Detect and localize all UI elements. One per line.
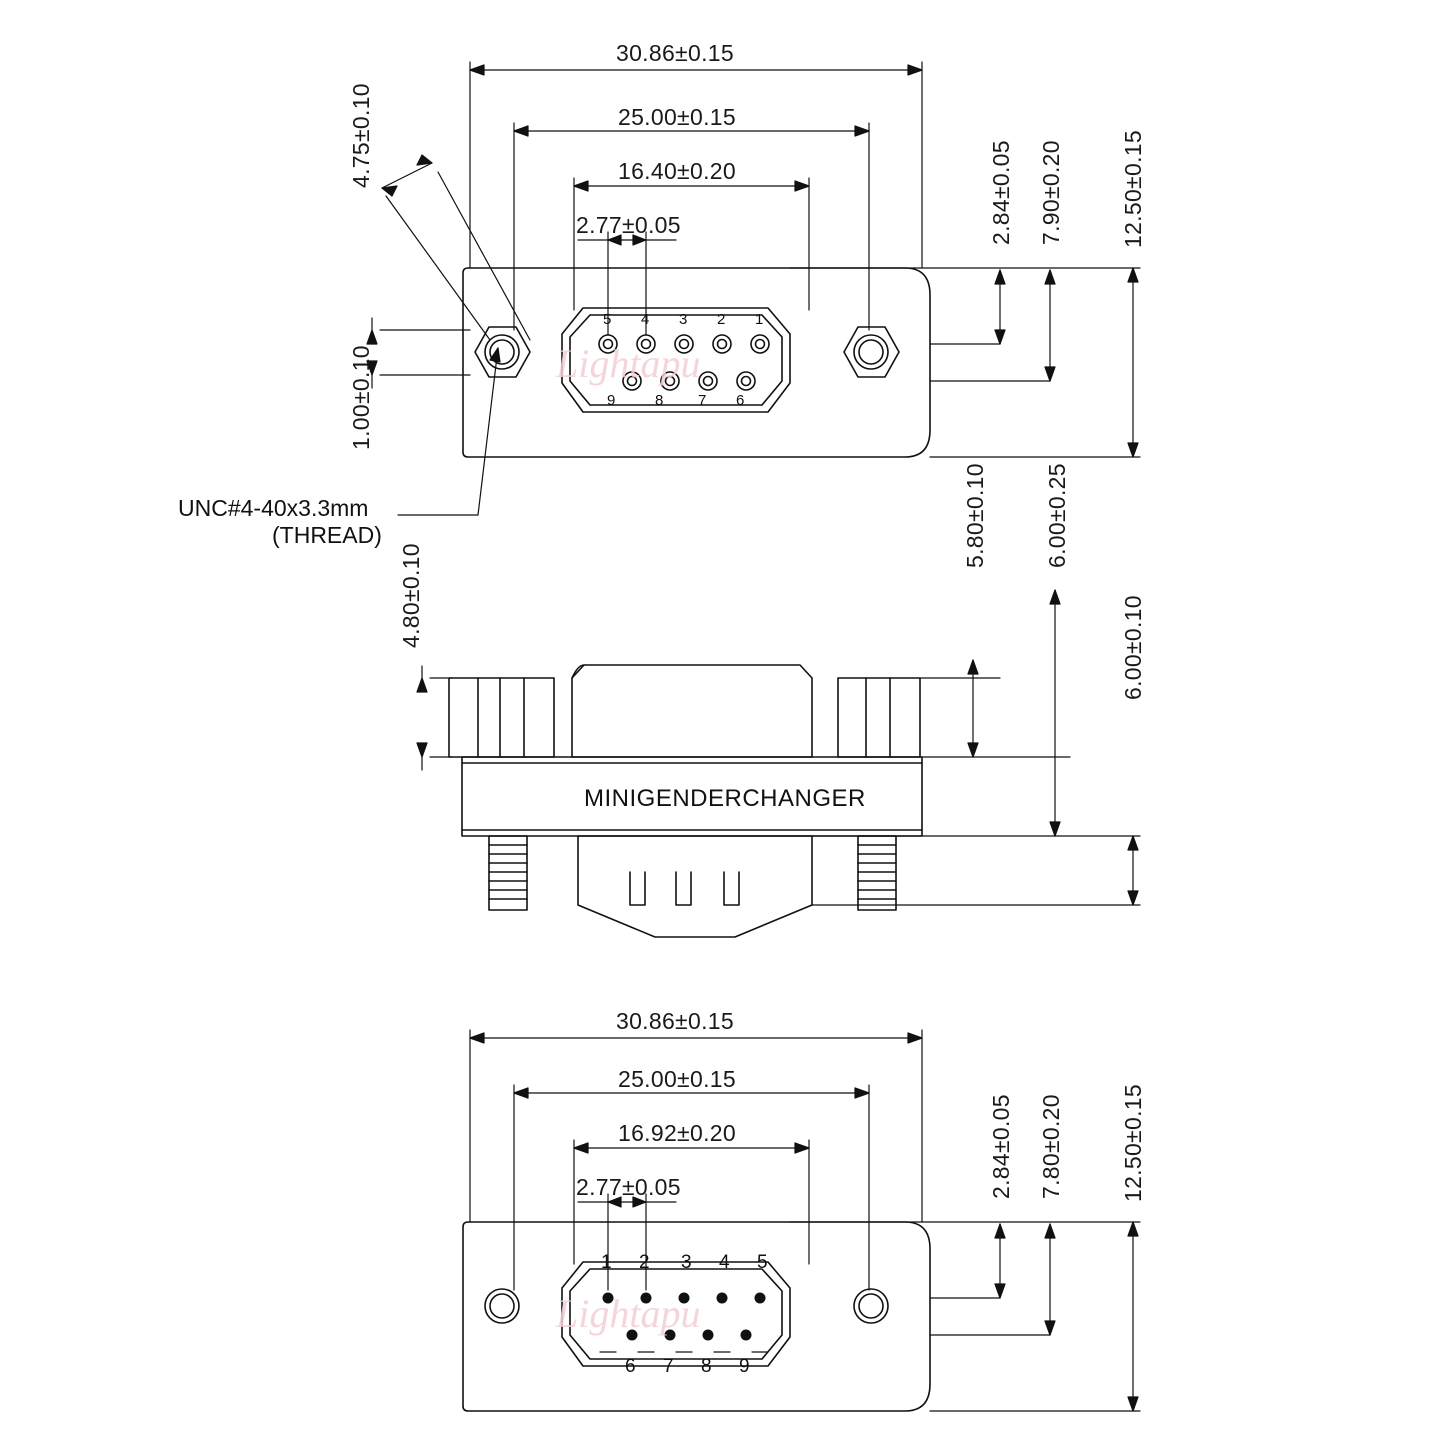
watermark-top: Lightapu xyxy=(556,341,701,386)
dim-bottom-mount-hole-span: 25.00±0.15 xyxy=(618,1066,736,1092)
dim-bottom-overall-height: 12.50±0.15 xyxy=(1120,1084,1146,1202)
side-view-left-dim xyxy=(417,666,452,770)
watermark-bottom: Lightapu xyxy=(556,1291,701,1336)
bottom-view-body xyxy=(463,1222,930,1411)
pin-label-bottom-5: 5 xyxy=(757,1252,768,1273)
top-view-pins-row1 xyxy=(599,335,769,353)
pin-label-top-8: 8 xyxy=(655,392,664,409)
dim-top-pin-pitch: 2.77±0.05 xyxy=(576,212,681,238)
dim-bottom-overall-width: 30.86±0.15 xyxy=(616,1008,734,1034)
dim-top-overall-width: 30.86±0.15 xyxy=(616,40,734,66)
bottom-view-vertical-dims xyxy=(790,1222,1140,1411)
top-view-body xyxy=(463,268,930,457)
dim-top-mount-hole-span: 25.00±0.15 xyxy=(618,104,736,130)
side-view-right-dims xyxy=(812,590,1140,905)
body-brand-label: MINIGENDERCHANGER xyxy=(584,785,866,812)
top-view-boss-dim xyxy=(382,155,530,340)
dim-side-shell-depth: 6.00±0.25 xyxy=(1044,463,1070,568)
bottom-view-pins xyxy=(603,1293,766,1341)
pin-label-bottom-1: 1 xyxy=(601,1252,612,1273)
pin-label-bottom-3: 3 xyxy=(681,1252,692,1273)
pin-label-bottom-6: 6 xyxy=(625,1356,636,1377)
dim-top-row-offset: 2.84±0.05 xyxy=(988,140,1014,245)
pin-label-top-3: 3 xyxy=(679,311,688,328)
dim-bottom-pin-field-width: 16.92±0.20 xyxy=(618,1120,736,1146)
pin-label-top-5: 5 xyxy=(603,311,612,328)
pin-label-top-7: 7 xyxy=(698,392,707,409)
pin-label-bottom-7: 7 xyxy=(663,1356,674,1377)
dim-bottom-row-span: 7.80±0.20 xyxy=(1038,1094,1064,1199)
pin-label-bottom-2: 2 xyxy=(639,1252,650,1273)
dim-top-screw-flange: 4.75±0.10 xyxy=(348,83,374,188)
pin-label-top-2: 2 xyxy=(717,311,726,328)
pin-label-top-1: 1 xyxy=(755,311,764,328)
pin-label-top-6: 6 xyxy=(736,392,745,409)
top-view-flange-thickness-dim xyxy=(367,318,470,388)
top-view-horizontal-dims xyxy=(470,62,922,335)
dim-side-screw-length: 4.80±0.10 xyxy=(398,543,424,648)
thread-note-line2: (THREAD) xyxy=(272,522,382,548)
top-view-pins-row2 xyxy=(623,372,755,390)
dim-top-flange-thickness: 1.00±0.10 xyxy=(348,345,374,450)
pin-label-bottom-4: 4 xyxy=(719,1252,730,1273)
top-view-vertical-dims xyxy=(790,268,1140,457)
dim-bottom-row-offset: 2.84±0.05 xyxy=(988,1094,1014,1199)
pin-label-bottom-9: 9 xyxy=(739,1356,750,1377)
dim-bottom-pin-pitch: 2.77±0.05 xyxy=(576,1174,681,1200)
dim-top-pin-field-width: 16.40±0.20 xyxy=(618,158,736,184)
dim-top-overall-height: 12.50±0.15 xyxy=(1120,130,1146,248)
dim-top-row-span: 7.90±0.20 xyxy=(1038,140,1064,245)
thread-note-line1: UNC#4-40x3.3mm xyxy=(178,495,369,521)
pin-label-bottom-8: 8 xyxy=(701,1356,712,1377)
thread-leader xyxy=(398,348,500,515)
pin-label-top-9: 9 xyxy=(607,392,616,409)
dim-side-pin-length: 6.00±0.10 xyxy=(1120,595,1146,700)
dim-side-body-depth: 5.80±0.10 xyxy=(962,463,988,568)
pin-label-top-4: 4 xyxy=(641,311,650,328)
